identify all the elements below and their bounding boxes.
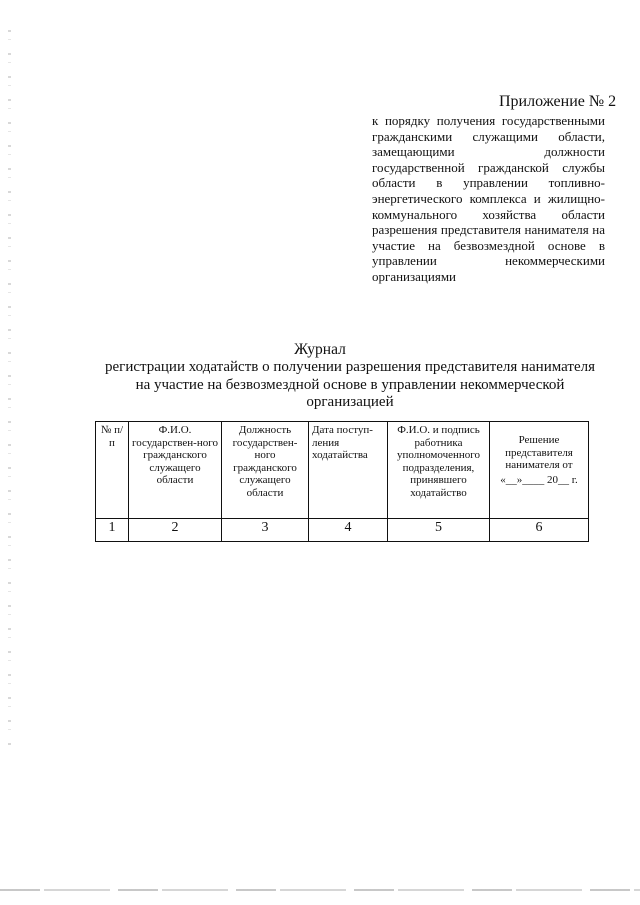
header-date: Дата поступ-ления ходатайства: [309, 422, 388, 519]
header-decision-label: Решение представителя нанимателя от: [505, 434, 573, 471]
scan-edge-artifact: [8, 30, 11, 750]
header-fio: Ф.И.О. государствен-ного гражданского служащего области: [129, 422, 222, 519]
appendix-text: к порядку получения государственными гражданскими служащими области, замещающими должности государственной гражданской службы области в управлении топливно-энергетического комплекса и жилищно-коммунального хозяйства области разрешения представителя нанимателя на участие на безвозмездной основе в управлении некоммерческими организациями: [372, 113, 605, 284]
column-number: 3: [222, 519, 309, 542]
column-number: 4: [309, 519, 388, 542]
header-decision-date: «__»____ 20__ г.: [500, 473, 578, 486]
journal-subtitle: регистрации ходатайств о получении разрешения представителя нанимателя на участие на безвозмездной основе в управлении некоммерческой организацией: [105, 359, 595, 410]
header-decision: [490, 422, 589, 519]
column-number: 2: [129, 519, 222, 542]
header-num: № п/п: [96, 422, 129, 519]
registration-table: [95, 421, 589, 542]
scan-bottom-artifact: [0, 889, 640, 891]
column-number: 5: [388, 519, 490, 542]
table-row: [96, 519, 589, 542]
appendix-title: Приложение № 2: [499, 93, 617, 110]
journal-title: Журнал: [294, 341, 346, 358]
header-position: Должность государствен-ного гражданского служащего области: [222, 422, 309, 519]
column-number: 1: [96, 519, 129, 542]
table-header-row: [96, 422, 589, 519]
header-receiver: Ф.И.О. и подпись работника уполномоченного подразделения, принявшего ходатайство: [388, 422, 490, 519]
column-number: 6: [490, 519, 589, 542]
